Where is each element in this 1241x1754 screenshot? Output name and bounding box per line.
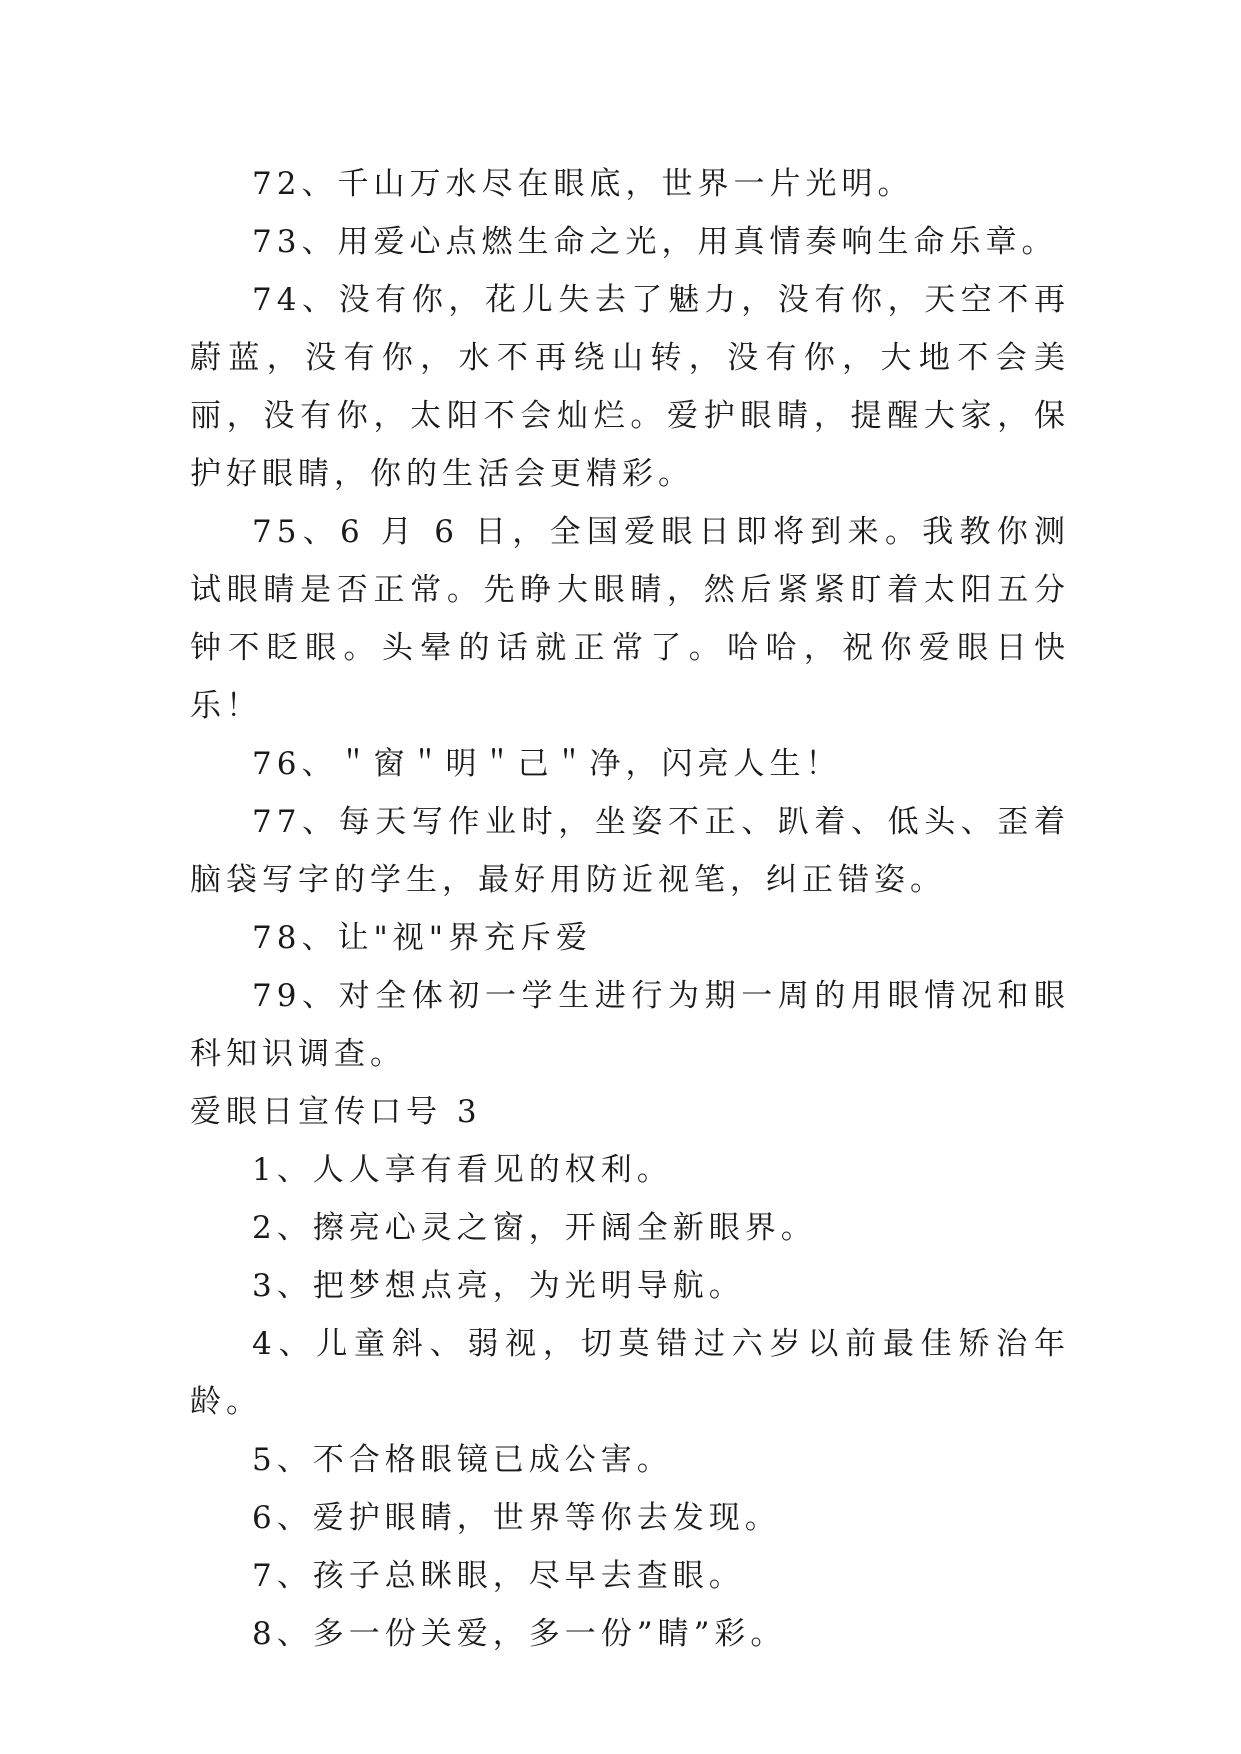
section-heading: 爱眼日宣传口号 3 <box>190 1094 482 1130</box>
paragraph-74: 74、没有你，花儿失去了魅力，没有你，天空不再蔚蓝，没有你，水不再绕山转，没有你，大地不会美丽，没有你，太阳不会灿烂。爱护眼睛，提醒大家，保护好眼睛，你的生活会更精彩。 <box>190 282 1070 492</box>
paragraph-72: 72、千山万水尽在眼底，世界一片光明。 <box>252 166 914 202</box>
slogan-8: 8、多一份关爱，多一份”睛”彩。 <box>252 1616 787 1652</box>
slogan-2: 2、擦亮心灵之窗，开阔全新眼界。 <box>252 1210 817 1246</box>
slogan-1: 1、人人享有看见的权利。 <box>252 1152 673 1188</box>
paragraph-73: 73、用爱心点燃生命之光，用真情奏响生命乐章。 <box>252 224 1058 260</box>
slogan-4: 4、儿童斜、弱视，切莫错过六岁以前最佳矫治年龄。 <box>190 1326 1070 1420</box>
paragraph-77: 77、每天写作业时，坐姿不正、趴着、低头、歪着脑袋写字的学生，最好用防近视笔，纠正错姿。 <box>190 804 1070 898</box>
slogan-6: 6、爱护眼睛，世界等你去发现。 <box>252 1500 781 1536</box>
paragraph-79: 79、对全体初一学生进行为期一周的用眼情况和眼科知识调查。 <box>190 978 1070 1072</box>
slogan-3: 3、把梦想点亮，为光明导航。 <box>252 1268 745 1304</box>
slogan-5: 5、不合格眼镜已成公害。 <box>252 1442 673 1478</box>
slogan-7: 7、孩子总眯眼，尽早去查眼。 <box>252 1558 745 1594</box>
paragraph-75: 75、6 月 6 日，全国爱眼日即将到来。我教你测试眼睛是否正常。先睁大眼睛，然后紧紧盯着太阳五分钟不眨眼。头晕的话就正常了。哈哈，祝你爱眼日快乐！ <box>190 514 1070 724</box>
paragraph-76: 76、＂窗＂明＂己＂净，闪亮人生！ <box>252 746 842 782</box>
paragraph-78: 78、让"视"界充斥爱 <box>252 920 592 956</box>
document-body <box>190 155 1070 1663</box>
